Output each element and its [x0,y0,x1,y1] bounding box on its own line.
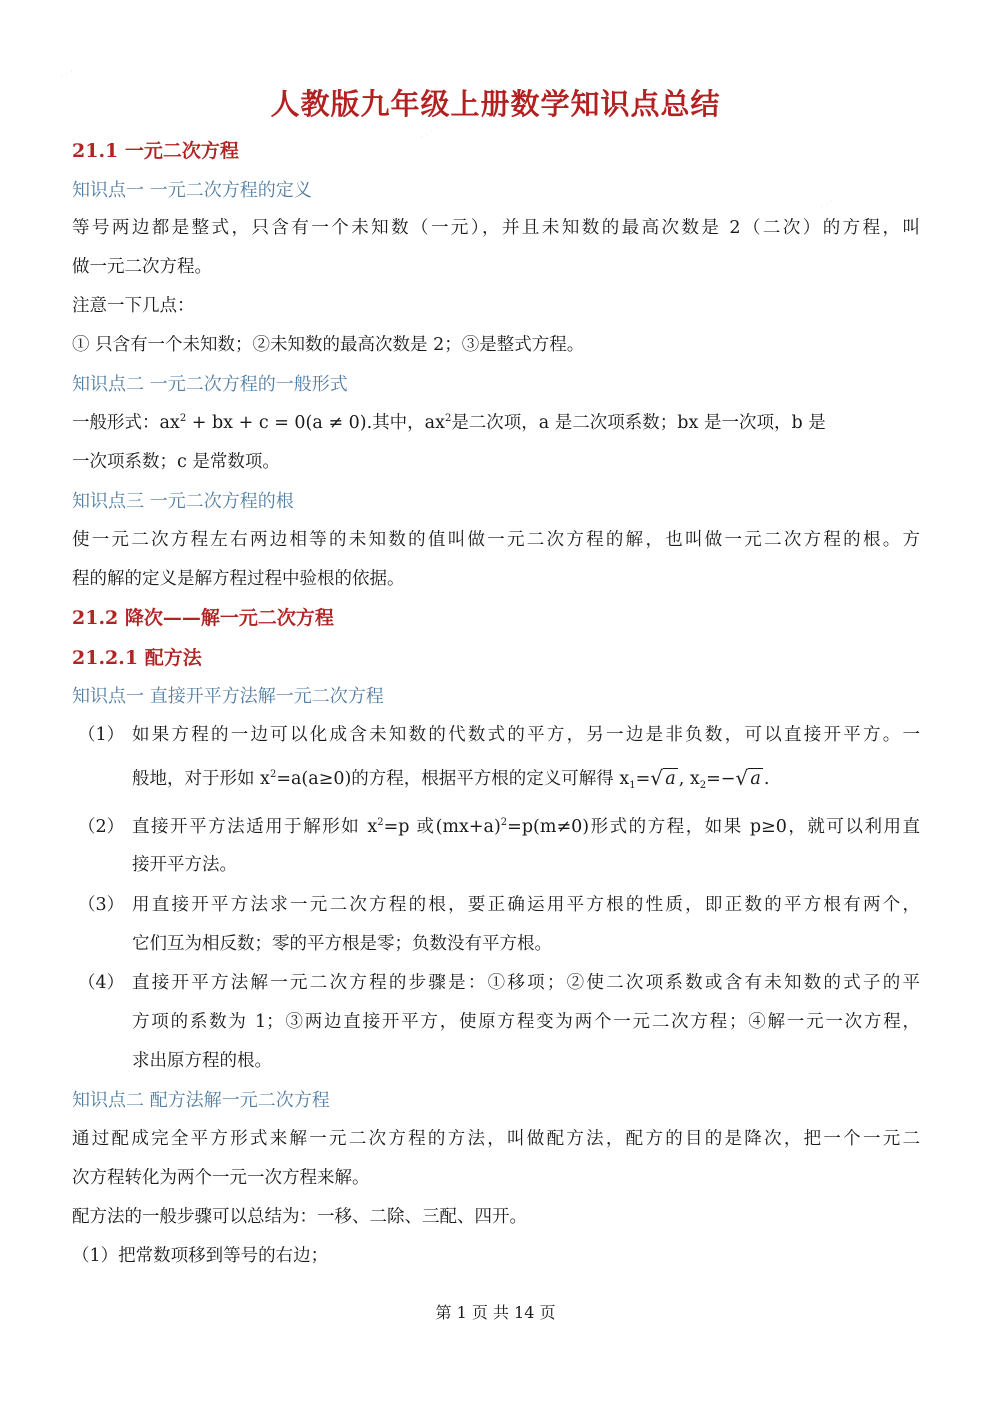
list-item-number: （3） [78,895,125,915]
watermark: · · · [418,127,436,143]
list-item-line [132,813,920,838]
section-heading-21-2: 21.2 降次——解一元二次方程 [72,607,334,629]
text-fragment: =a(a≥0)的方程，根据平方根的定义可解得 x [276,769,630,789]
section-heading-21-1: 21.1 一元二次方程 [72,140,239,162]
page-footer: 第 1 页 共 14 页 [435,1303,556,1322]
text-fragment: + bx + c = 0(a ≠ 0).其中，ax [186,413,445,433]
paragraph-line: 做一元二次方程。 [72,257,212,277]
text-fragment: 一般形式：ax [72,413,180,433]
text-fragment: =p(m≠0)形式的方程，如果 p≥0，就可以利用直 [507,817,920,837]
knowledge-point-heading: 知识点二 一元二次方程的一般形式 [72,374,348,395]
radicand: a [750,769,761,789]
superscript: 2 [444,413,452,424]
superscript: 2 [377,817,384,828]
general-form-line [72,409,920,434]
text-fragment: 是二次项，a 是二次项系数；bx 是一次项，b 是 [451,413,826,433]
superscript: 2 [500,817,508,828]
paragraph-line: 配方法的一般步骤可以总结为：一移、二除、三配、四开。 [72,1207,527,1227]
text-fragment: 般地，对于形如 x [132,769,270,789]
paragraph-line: 次方程转化为两个一元一次方程来解。 [72,1168,370,1188]
text-fragment: =− [706,769,736,789]
list-item-line: 用直接开平方法求一元二次方程的根，要正确运用平方根的性质，即正数的平方根有两个， [132,895,920,915]
knowledge-point-heading: 知识点一 直接开平方法解一元二次方程 [72,686,384,707]
list-item-line: 求出原方程的根。 [132,1051,272,1071]
radicand: a [665,769,676,789]
knowledge-point-heading: 知识点二 配方法解一元二次方程 [72,1090,330,1111]
list-item-line: 接开平方法。 [132,855,237,875]
paragraph-line: 一次项系数；c 是常数项。 [72,452,280,472]
paragraph-line: 使一元二次方程左右两边相等的未知数的值叫做一元二次方程的解，也叫做一元二次方程的根。方 [72,530,920,550]
knowledge-point-heading: 知识点三 一元二次方程的根 [72,491,294,512]
superscript: 2 [269,769,277,780]
list-item-line: 直接开平方法解一元二次方程的步骤是：①移项；②使二次项系数或含有未知数的式子的平 [132,973,920,993]
subscript: 1 [629,780,636,791]
text-fragment: . [763,769,770,789]
paragraph-line: （1）把常数项移到等号的右边； [72,1246,329,1266]
list-item-number: （1） [78,725,125,745]
list-item-number: （2） [78,817,125,837]
watermark: · · · [818,197,836,213]
square-root-symbol [651,769,677,789]
paragraph-line: 注意一下几点： [72,296,195,316]
paragraph-line: 等号两边都是整式，只含有一个未知数（一元），并且未知数的最高次数是 2（二次）的方程，叫 [72,218,920,238]
watermark: · · · [58,67,76,83]
superscript: 2 [179,413,187,424]
list-item-line: 方项的系数为 1；③两边直接开平方，使原方程变为两个一元二次方程；④解一元一次方程， [132,1012,920,1032]
text-fragment: 直接开平方法适用于解形如 x [132,817,378,837]
subscript: 2 [699,780,707,791]
list-item-line: 如果方程的一边可以化成含未知数的代数式的平方，另一边是非负数，可以直接开平方。一 [132,725,920,745]
list-item-number: （4） [78,973,125,993]
square-root-symbol [736,769,762,789]
paragraph-line: 通过配成完全平方形式来解一元二次方程的方法，叫做配方法，配方的目的是降次，把一个一元二 [72,1129,920,1149]
sqrt-solution-line [132,765,769,791]
text-fragment: , x [678,769,700,789]
list-item-line: 它们互为相反数；零的平方根是零；负数没有平方根。 [132,934,552,954]
paragraph-line: 程的解的定义是解方程过程中验根的依据。 [72,569,405,589]
knowledge-point-heading: 知识点一 一元二次方程的定义 [72,180,312,201]
text-fragment: = [635,769,651,789]
page-title: 人教版九年级上册数学知识点总结 [270,87,721,121]
paragraph-line: ① 只含有一个未知数；②未知数的最高次数是 2；③是整式方程。 [72,335,585,355]
subsection-heading-21-2-1: 21.2.1 配方法 [72,647,202,669]
text-fragment: =p 或(mx+a) [383,817,501,837]
